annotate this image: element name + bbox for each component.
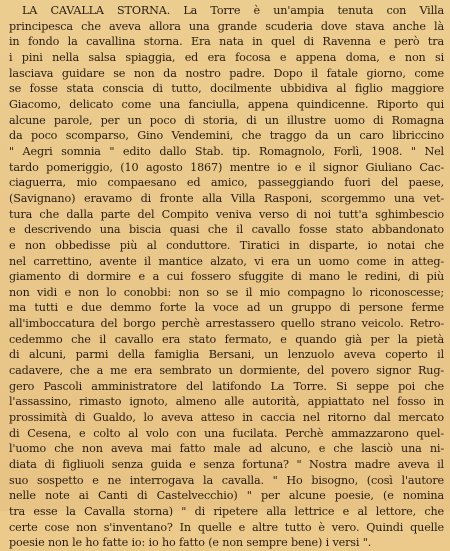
text-line: diata di figliuoli senza guida e senza fortuna? " Nostra madre aveva il: [9, 458, 444, 472]
text-line: " Aegri somnia " edito dallo Stab. tip. Romagnolo, Forlì, 1908. " Nel: [9, 144, 444, 158]
text-line: (Savignano) eravamo di fronte alla Villa Rasponi, scorgemmo una vet-: [9, 191, 444, 205]
text-line: nelle note ai Canti di Castelvecchio) " per alcune poesie, (e nomina: [9, 489, 444, 503]
text-line: prossimità di Gualdo, lo aveva atteso in caccia nel ritorno dal mercato: [9, 411, 444, 425]
text-line: l'uomo che non aveva mai fatto male ad alcuno, e che lasciò una ni-: [9, 442, 444, 456]
text-line: da poco scomparso, Gino Vendemini, che traggo da un caro libriccino: [9, 129, 444, 143]
text-line: e descrivendo una biscia quasi che il cavallo fosse stato abbandonato: [9, 223, 444, 237]
text-line: giamento di dormire e a cui fossero sfuggite di mano le redini, di più: [9, 270, 444, 284]
text-line: e non obbedisse più al conduttore. Tiratici in disparte, io notai che: [9, 238, 444, 252]
text-line: ma tutti e due demmo forte la voce ad un gruppo di persone ferme: [9, 301, 444, 315]
text-line: se fosse stata conscia di tutto, docilmente ubbidiva al figlio maggiore: [9, 82, 444, 96]
text-line: certe cose non s'inventano? In quelle e altre tutto è vero. Quindi quelle: [9, 520, 444, 534]
text-line: tura che dalla parte del Compito veniva verso di noi tutt'a sghimbescio: [9, 207, 444, 221]
text-line: tra esse la Cavalla storna) " di ripetere alla lettrice e al lettore, che: [9, 505, 444, 518]
text-line: lasciava guidare se non da nostro padre. Dopo il fatale giorno, come: [9, 66, 444, 80]
text-line: gero Pascoli amministratore del latifondo La Torre. Si seppe poi che: [9, 379, 444, 393]
text-line: cedemmo che il cavallo era stato fermato, e quando già per la pietà: [9, 332, 444, 346]
text-line: di alcuni, parmi della famiglia Bersani, un lenzuolo aveva coperto il: [9, 348, 444, 362]
text-line: in fondo la cavallina storna. Era nata in quel di Ravenna e però tra: [9, 35, 444, 49]
text-line: ciaguerra, mio compaesano ed amico, passeggiando fuori del paese,: [9, 176, 444, 190]
text-line: tardo pomeriggio, (10 agosto 1867) mentre io e il signor Giuliano Cac-: [9, 160, 444, 174]
text-line: nel carrettino, avente il mantice alzato, vi era un uomo come in atteg-: [9, 254, 444, 268]
text-line: all'imboccatura del borgo perchè arrestassero quello strano veicolo. Retro-: [9, 317, 444, 331]
text-line: non vidi e non lo conobbi: non so se il mio compagno lo riconoscesse;: [9, 285, 444, 299]
paragraph-cavalla-storna: [9, 3, 444, 551]
text-line: suo sospetto e ne interrogava la cavalla. " Ho bisogno, (così l'autore: [9, 473, 444, 487]
text-line: Giacomo, delicato come una fanciulla, appena quindicenne. Riporto qui: [9, 97, 444, 111]
text-line: cadavere, che a me era sembrato un dormiente, del povero signor Rug-: [9, 364, 444, 378]
text-line: di Cesena, e colto al volo con una fucilata. Perchè ammazzarono quel-: [9, 426, 444, 440]
text-line: l'assassino, rimasto ignoto, almeno alle autorità, appiattato nel fosso in: [9, 395, 444, 409]
text-line: poesie non le ho fatte io: io ho fatto (e non sempre bene) i versi ".: [9, 536, 372, 550]
text-line: LA CAVALLA STORNA. La Torre è un'ampia tenuta con Villa: [22, 4, 444, 17]
text-line: i pini nella salsa spiaggia, ed era focosa e appena doma, e non si: [9, 50, 444, 64]
text-line: alcune parole, per un poco di storia, di un illustre uomo di Romagna: [9, 113, 444, 127]
text-line: principesca che aveva allora una grande scuderia dove stava anche là: [9, 19, 444, 33]
